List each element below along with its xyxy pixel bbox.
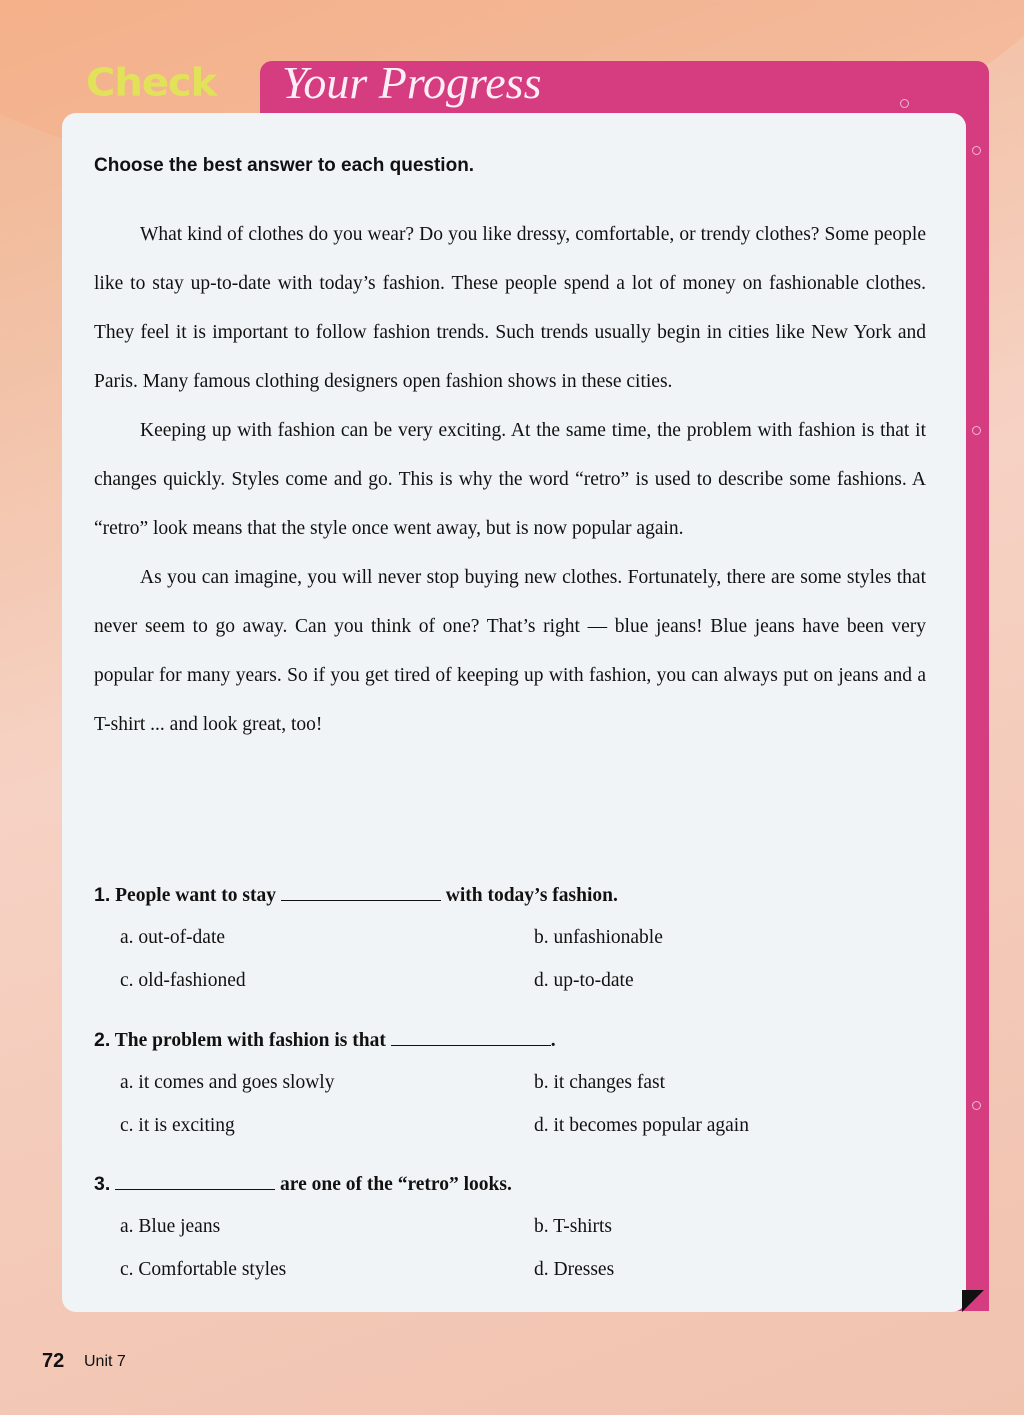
answer-blank[interactable]	[281, 884, 441, 901]
option-c[interactable]: c. it is exciting	[120, 1115, 235, 1136]
option-b[interactable]: b. it changes fast	[534, 1072, 666, 1093]
header-check-label: Check	[86, 61, 217, 105]
question-text-after: are one of the “retro” looks.	[280, 1174, 512, 1195]
answer-blank[interactable]	[115, 1173, 275, 1190]
decor-dot	[972, 146, 981, 155]
unit-label: Unit 7	[84, 1353, 126, 1370]
passage-paragraph: Keeping up with fashion can be very exciting. At the same time, the problem with fashion is that it changes quickly. Styles come and go. This is why the word “retro” is used to describe some fashions. A “retro” look means that the style once went away, but is now popular again.	[94, 420, 926, 539]
decor-dot	[972, 1101, 981, 1110]
option-b[interactable]: b. T-shirts	[534, 1216, 613, 1237]
option-a[interactable]: a. out-of-date	[120, 927, 226, 948]
page-title: Your Progress	[282, 57, 542, 108]
question-text-before: The problem with fashion is that	[114, 1030, 386, 1051]
question-number: 2.	[94, 1029, 111, 1051]
answer-blank[interactable]	[391, 1029, 551, 1046]
option-d[interactable]: d. Dresses	[534, 1259, 615, 1280]
question-stem	[94, 1029, 926, 1052]
page-corner-triangle	[962, 1290, 984, 1312]
instruction-text: Choose the best answer to each question.	[94, 155, 475, 176]
option-a[interactable]: a. Blue jeans	[120, 1216, 221, 1237]
option-c[interactable]: c. Comfortable styles	[120, 1259, 287, 1280]
decor-dot	[900, 99, 909, 108]
option-a[interactable]: a. it comes and goes slowly	[120, 1072, 335, 1093]
question-text-before: People want to stay	[115, 885, 276, 906]
question-1	[94, 884, 926, 994]
question-stem	[94, 884, 926, 907]
question-stem	[94, 1173, 926, 1196]
option-b[interactable]: b. unfashionable	[534, 927, 663, 948]
decor-dot	[972, 426, 981, 435]
page-number: 72	[42, 1350, 65, 1372]
option-d[interactable]: d. it becomes popular again	[534, 1115, 749, 1136]
passage-paragraph: What kind of clothes do you wear? Do you like dressy, comfortable, or trendy clothes? Some people like to stay up-to-date with today’s fashion. These people spend a lot of money on fashionable clothes. They feel it is important to follow fashion trends. Such trends usually begin in cities like New York and Paris. Many famous clothing designers open fashion shows in these cities.	[94, 224, 926, 392]
option-d[interactable]: d. up-to-date	[534, 970, 634, 991]
question-text-after: with today’s fashion.	[445, 885, 618, 906]
reading-passage	[94, 210, 926, 749]
passage-paragraph: As you can imagine, you will never stop buying new clothes. Fortunately, there are some styles that never seem to go away. Can you think of one? That’s right — blue jeans! Blue jeans have been very popular for many years. So if you get tired of keeping up with fashion, you can always put on jeans and a T-shirt ... and look great, too!	[94, 567, 926, 735]
question-text-after: .	[550, 1030, 556, 1051]
question-number: 1.	[94, 884, 111, 906]
question-2	[94, 1029, 926, 1139]
question-number: 3.	[94, 1173, 111, 1195]
option-c[interactable]: c. old-fashioned	[120, 970, 246, 991]
question-3	[94, 1173, 926, 1283]
